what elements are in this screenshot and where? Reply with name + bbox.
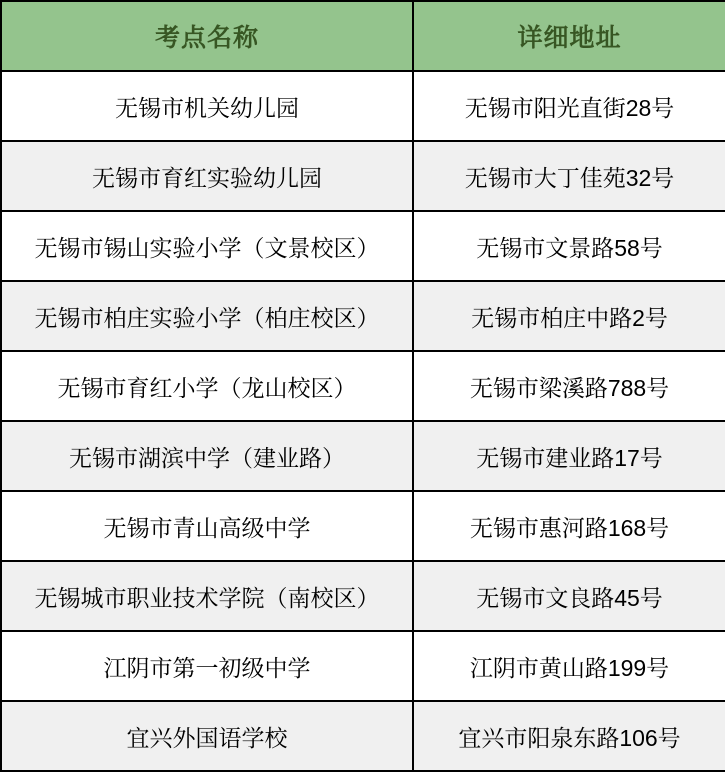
table-row xyxy=(1,561,725,631)
column-header-site-name: 考点名称 xyxy=(1,1,413,71)
site-name-cell: 无锡城市职业技术学院（南校区） xyxy=(1,561,413,631)
table-row xyxy=(1,631,725,701)
site-name-cell: 无锡市育红小学（龙山校区） xyxy=(1,351,413,421)
site-name-cell: 江阴市第一初级中学 xyxy=(1,631,413,701)
site-name-cell: 无锡市育红实验幼儿园 xyxy=(1,141,413,211)
site-address-cell: 无锡市阳光直街28号 xyxy=(413,71,725,141)
site-name-cell: 无锡市湖滨中学（建业路） xyxy=(1,421,413,491)
site-name-cell: 无锡市锡山实验小学（文景校区） xyxy=(1,211,413,281)
site-name-cell: 无锡市青山高级中学 xyxy=(1,491,413,561)
table-row xyxy=(1,281,725,351)
table-row xyxy=(1,701,725,771)
table-row xyxy=(1,351,725,421)
table-row xyxy=(1,141,725,211)
site-name-cell: 无锡市机关幼儿园 xyxy=(1,71,413,141)
site-address-cell: 无锡市梁溪路788号 xyxy=(413,351,725,421)
table-header xyxy=(1,1,725,71)
site-name-cell: 宜兴外国语学校 xyxy=(1,701,413,771)
site-address-cell: 无锡市文良路45号 xyxy=(413,561,725,631)
site-address-cell: 无锡市大丁佳苑32号 xyxy=(413,141,725,211)
column-header-address: 详细地址 xyxy=(413,1,725,71)
site-name-cell: 无锡市柏庄实验小学（柏庄校区） xyxy=(1,281,413,351)
site-address-cell: 宜兴市阳泉东路106号 xyxy=(413,701,725,771)
table-row xyxy=(1,421,725,491)
site-address-cell: 无锡市柏庄中路2号 xyxy=(413,281,725,351)
site-address-cell: 江阴市黄山路199号 xyxy=(413,631,725,701)
site-address-cell: 无锡市惠河路168号 xyxy=(413,491,725,561)
table-row xyxy=(1,491,725,561)
header-row xyxy=(1,1,725,71)
site-address-cell: 无锡市文景路58号 xyxy=(413,211,725,281)
table-row xyxy=(1,71,725,141)
site-address-cell: 无锡市建业路17号 xyxy=(413,421,725,491)
table-row xyxy=(1,211,725,281)
table-body xyxy=(1,71,725,771)
